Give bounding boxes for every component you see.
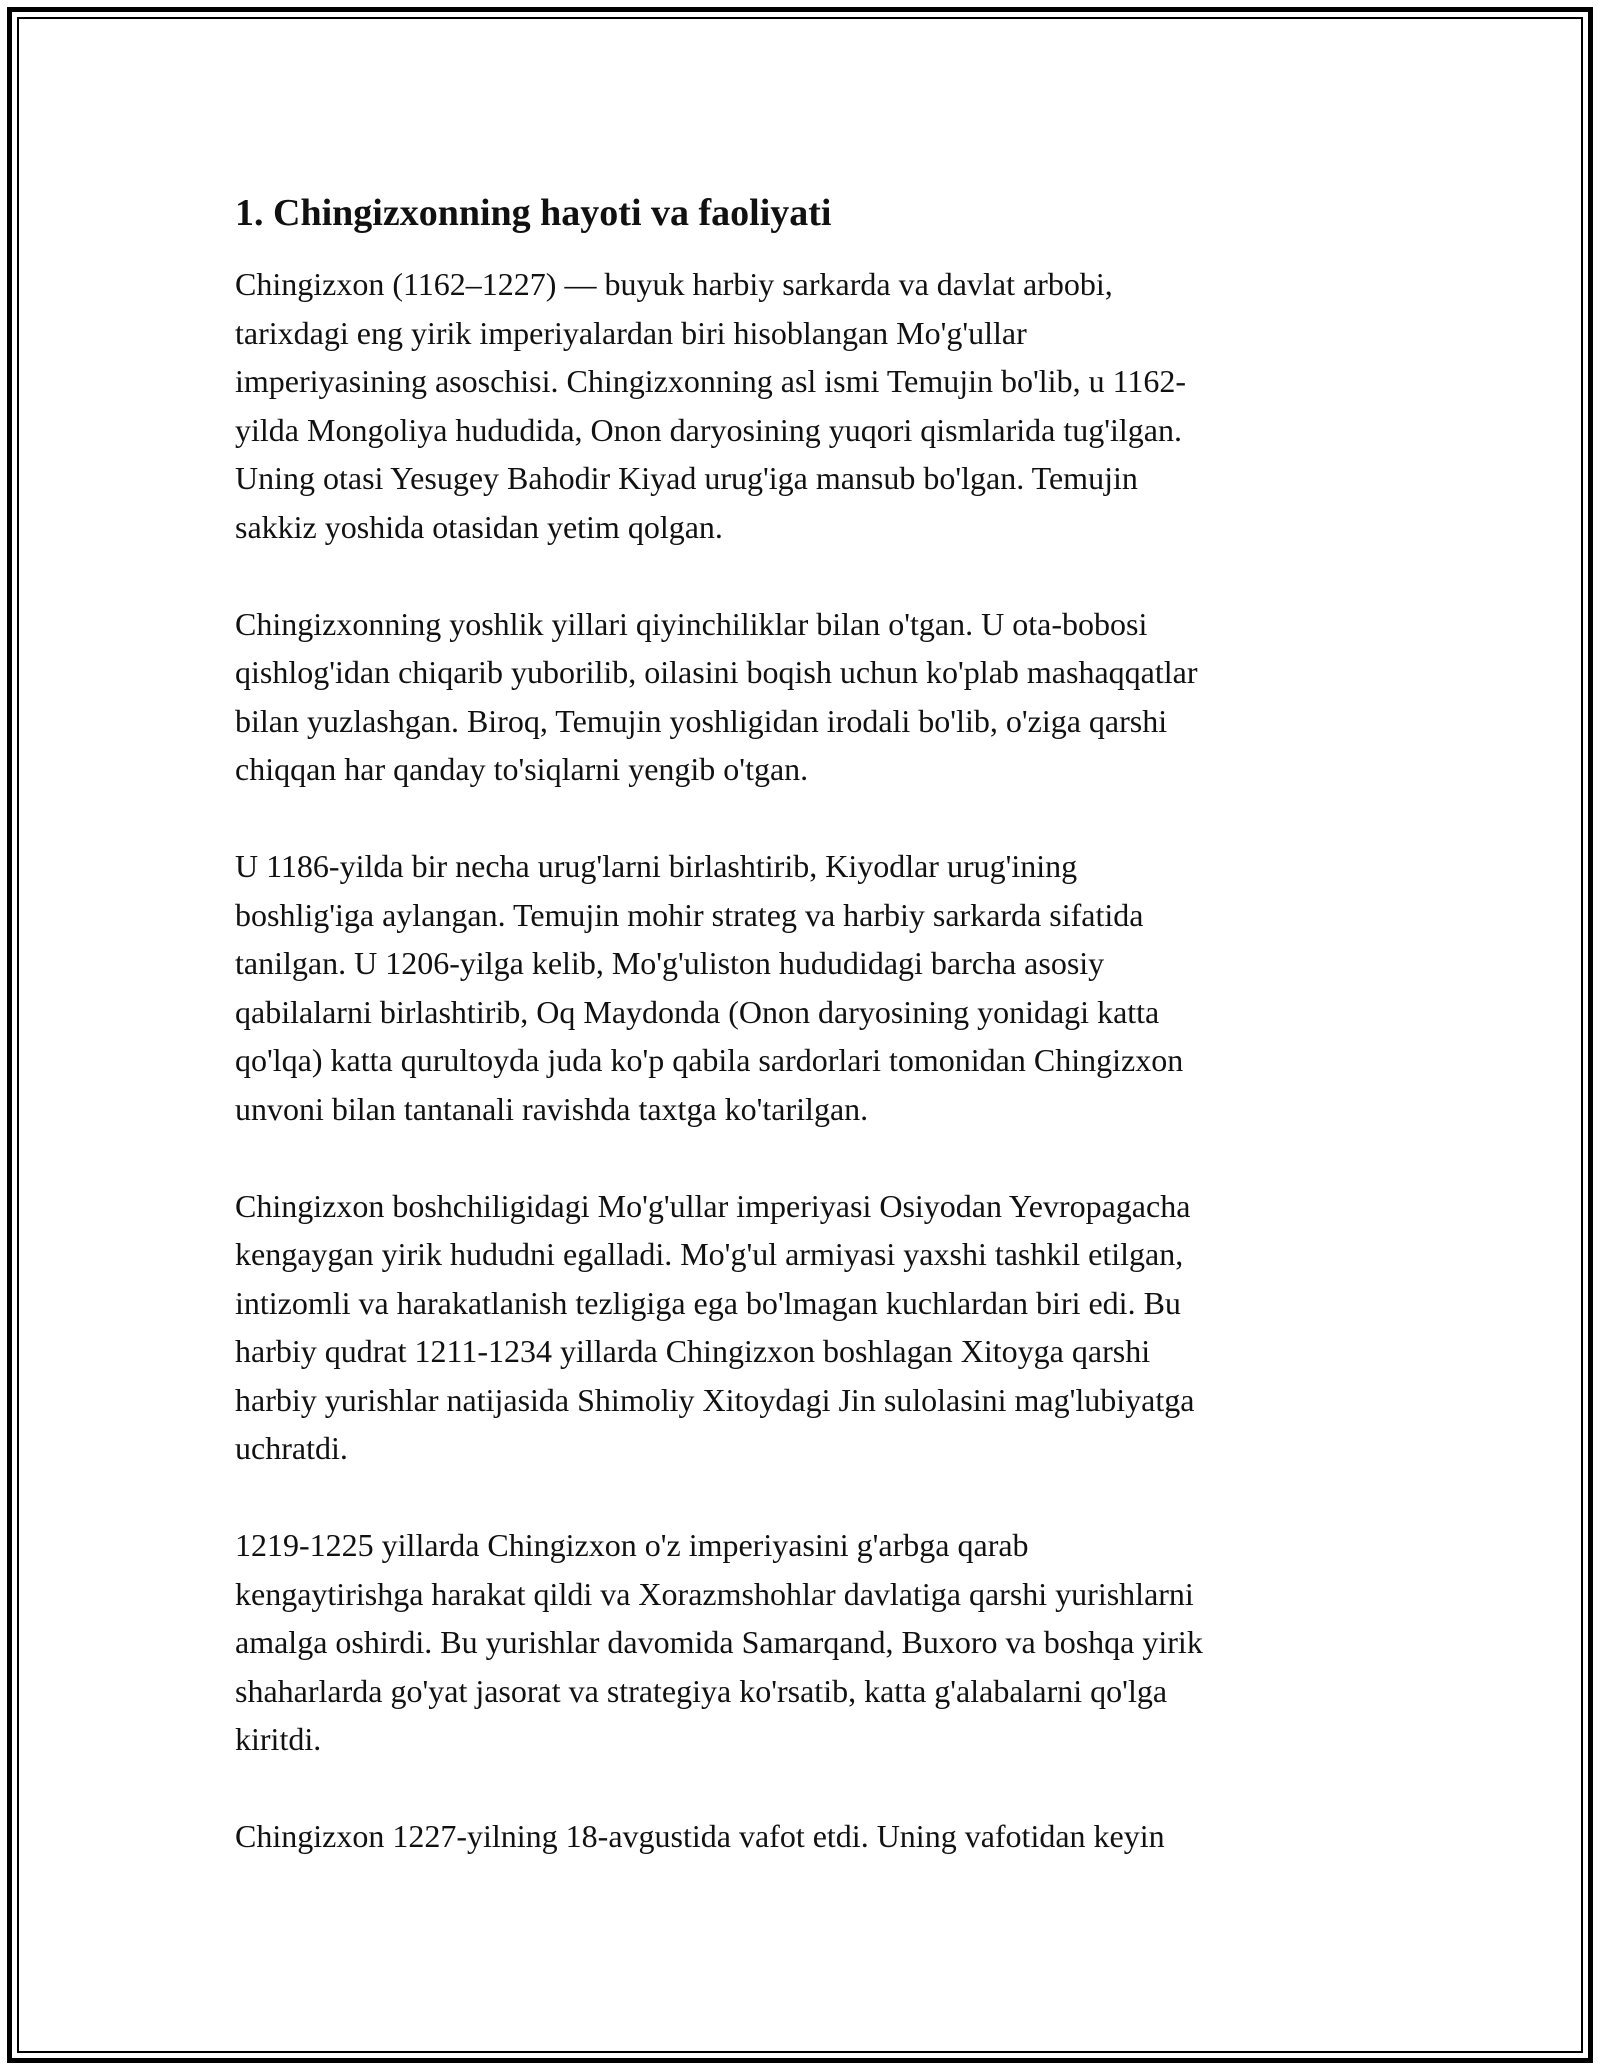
text-line: harbiy yurishlar natijasida Shimoliy Xitoydagi Jin sulolasini mag'lubiyatga — [235, 1381, 1195, 1418]
text-line: imperiyasining asoschisi. Chingizxonning asl ismi Temujin bo'lib, u 1162- — [235, 363, 1187, 399]
text-line: kiritdi. — [235, 1721, 322, 1757]
text-line: amalga oshirdi. Bu yurishlar davomida Samarqand, Buxoro va boshqa yirik — [235, 1624, 1203, 1660]
text-line: unvoni bilan tantanali ravishda taxtga ko'tarilgan. — [235, 1090, 869, 1127]
paragraph-6 — [235, 1812, 1365, 1861]
text-line: qabilalarni birlashtirib, Oq Maydonda (Onon daryosining yonidagi katta — [235, 993, 1160, 1030]
text-line: tarixdagi eng yirik imperiyalardan biri hisoblangan Mo'g'ullar — [235, 314, 1027, 351]
text-line: qo'lqa) katta qurultoyda juda ko'p qabila sardorlari tomonidan Chingizxon — [235, 1042, 1184, 1078]
paragraph-4 — [235, 1182, 1365, 1473]
paragraph-1 — [235, 260, 1365, 551]
paragraph-3 — [235, 842, 1365, 1133]
text-line: Chingizxonning yoshlik yillari qiyinchiliklar bilan o'tgan. U ota-bobosi — [235, 605, 1148, 642]
text-line: kengaygan yirik hududni egalladi. Mo'g'ul armiyasi yaxshi tashkil etilgan, — [235, 1236, 1184, 1272]
text-line: yilda Mongoliya hududida, Onon daryosining yuqori qismlarida tug'ilgan. — [235, 411, 1182, 448]
text-line: sakkiz yoshida otasidan yetim qolgan. — [235, 508, 723, 545]
text-line: shaharlarda go'yat jasorat va strategiya ko'rsatib, katta g'alabalarni qo'lga — [235, 1672, 1168, 1709]
text-line: bilan yuzlashgan. Biroq, Temujin yoshligidan irodali bo'lib, o'ziga qarshi — [235, 702, 1168, 739]
text-line: Chingizxon boshchiligidagi Mo'g'ullar imperiyasi Osiyodan Yevropagacha — [235, 1187, 1191, 1224]
text-line: Chingizxon (1162–1227) — buyuk harbiy sarkarda va davlat arbobi, — [235, 266, 1113, 302]
text-line: Chingizxon 1227-yilning 18-avgustida vafot etdi. Uning vafotidan keyin — [235, 1818, 1165, 1854]
paragraph-2 — [235, 600, 1365, 794]
text-line: intizomli va harakatlanish tezligiga ega bo'lmagan kuchlardan biri edi. Bu — [235, 1284, 1181, 1321]
text-line: uchratdi. — [235, 1430, 348, 1466]
text-line: harbiy qudrat 1211-1234 yillarda Chingizxon boshlagan Xitoyga qarshi — [235, 1333, 1151, 1369]
section-title: 1. Chingizxonning hayoti va faoliyati — [235, 192, 832, 234]
paragraph-5 — [235, 1521, 1365, 1764]
text-line: kengaytirishga harakat qildi va Xorazmshohlar davlatiga qarshi yurishlarni — [235, 1575, 1194, 1612]
text-line: 1219-1225 yillarda Chingizxon o'z imperiyasini g'arbga qarab — [235, 1527, 1029, 1563]
text-line: tanilgan. U 1206-yilga kelib, Mo'g'uliston hududidagi barcha asosiy — [235, 945, 1105, 981]
document-body — [235, 188, 1365, 1909]
text-line: qishlog'idan chiqarib yuborilib, oilasini boqish uchun ko'plab mashaqqatlar — [235, 654, 1198, 690]
text-line: chiqqan har qanday to'siqlarni yengib o'tgan. — [235, 751, 809, 787]
text-line: Uning otasi Yesugey Bahodir Kiyad urug'iga mansub bo'lgan. Temujin — [235, 460, 1138, 496]
text-line: boshlig'iga aylangan. Temujin mohir strateg va harbiy sarkarda sifatida — [235, 896, 1144, 933]
text-line: U 1186-yilda bir necha urug'larni birlashtirib, Kiyodlar urug'ining — [235, 848, 1078, 884]
